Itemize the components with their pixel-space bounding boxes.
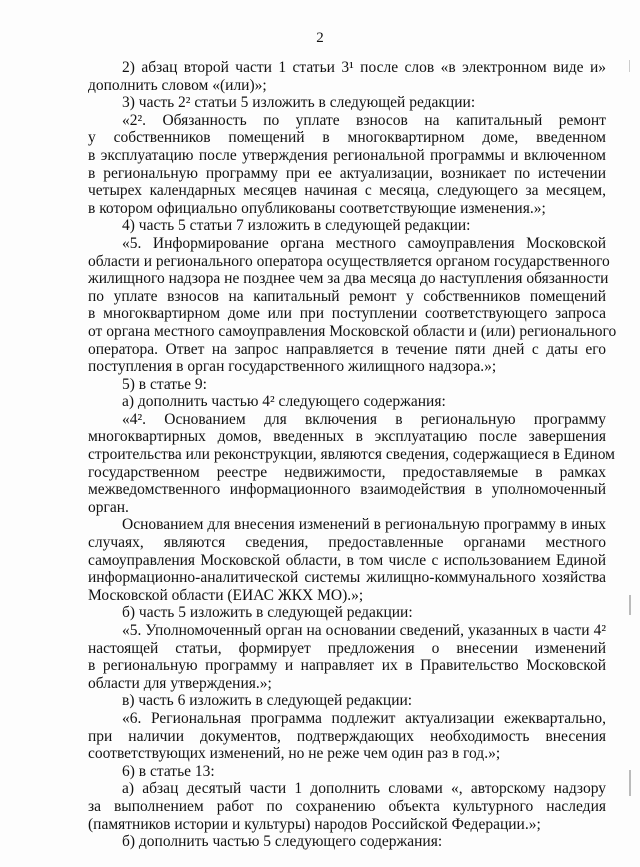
text-line: (памятников истории и культуры) народов Российской Федерации.»; [88, 815, 541, 833]
text-line: государственном реестре недвижимости, предоставляемые в рамках [88, 463, 606, 481]
text-line: при наличии документов, подтверждающих необходимость внесения [88, 727, 606, 745]
text-line: «5. Информирование органа местного самоуправления Московской [122, 234, 606, 252]
text-line: «4². Основанием для включения в региональную программу [122, 410, 606, 428]
text-line: 3) часть 2² статьи 5 изложить в следующей редакции: [122, 94, 476, 112]
text-line: дополнить словом «(или)»; [88, 76, 267, 94]
text-line: случаях, являются сведения, предоставленные органами местного [88, 534, 606, 552]
text-line: Основанием для внесения изменений в региональную программу в иных [122, 516, 606, 534]
text-line: 5) в статье 9: [122, 375, 207, 393]
text-line: Московской области (ЕИАС ЖКХ МО).»; [88, 586, 364, 604]
text-line: области и регионального оператора осуществляется органом государственного [88, 252, 610, 270]
text-line: в эксплуатацию после утверждения региональной программы и включенном [88, 146, 606, 164]
text-line: б) дополнить частью 5 следующего содержания: [122, 833, 443, 851]
text-line: многоквартирных домов, введенных в эксплуатацию после завершения [88, 428, 606, 446]
text-line: межведомственного информационного взаимодействия в уполномоченный [88, 481, 606, 499]
text-line: орган. [88, 498, 129, 516]
text-line: в многоквартирном доме или при поступлении соответствующего запроса [88, 305, 606, 323]
text-line: у собственников помещений в многоквартирном доме, введенном [88, 129, 606, 147]
text-line: поступления в орган государственного жилищного надзора.»; [88, 358, 497, 376]
page-number: 2 [316, 30, 324, 46]
document-body [88, 59, 617, 851]
text-line: «2². Обязанность по уплате взносов на капитальный ремонт [122, 111, 606, 129]
text-line: по уплате взносов на капитальный ремонт у собственников помещений [88, 287, 606, 305]
text-line: 2) абзац второй части 1 статьи 3¹ после слов «в электронном виде и» [122, 59, 606, 76]
text-line: в региональную программу и направляет их в Правительство Московской [88, 657, 606, 675]
text-line: в региональную программу при ее актуализации, возникает по истечении [88, 164, 606, 182]
text-line: оператора. Ответ на запрос направляется в течение пяти дней с даты его [88, 340, 606, 358]
text-line: в) часть 6 изложить в следующей редакции: [122, 692, 413, 710]
text-line: строительства или реконструкции, являются сведения, содержащиеся в Едином [88, 446, 615, 464]
text-line: четырех календарных месяцев начиная с месяца, следующего за месяцем, [88, 182, 606, 200]
text-line: информационно-аналитической системы жилищно-коммунального хозяйства [88, 569, 606, 587]
scan-edge-mark [629, 595, 631, 615]
text-line: а) дополнить частью 4² следующего содержания: [122, 393, 446, 411]
text-line: жилищного надзора не позднее чем за два месяца до наступления обязанности [88, 270, 609, 288]
text-line: «6. Региональная программа подлежит актуализации ежеквартально, [122, 709, 606, 727]
text-line: настоящей статьи, формирует предложения о внесении изменений [88, 639, 606, 657]
text-line: а) абзац десятый части 1 дополнить словами «, авторскому надзору [122, 780, 606, 798]
text-line: самоуправления Московской области, в том числе с использованием Единой [88, 551, 606, 569]
text-line: за выполнением работ по сохранению объекта культурного наследия [88, 797, 606, 815]
scan-edge-mark [629, 770, 631, 796]
text-line: соответствующих изменений, но не реже чем один раз в год.»; [88, 745, 501, 763]
text-line: области для утверждения.»; [88, 674, 272, 692]
text-line: 6) в статье 13: [122, 762, 215, 780]
text-line: 4) часть 5 статьи 7 изложить в следующей редакции: [122, 217, 471, 235]
text-line: в котором официально опубликованы соответствующие изменения.»; [88, 199, 546, 217]
text-line: от органа местного самоуправления Московской области и (или) регионального [88, 322, 617, 340]
scan-edge-mark [629, 60, 630, 72]
text-line: «5. Уполномоченный орган на основании сведений, указанных в части 4² [122, 622, 606, 639]
text-line: б) часть 5 изложить в следующей редакции: [122, 604, 413, 622]
